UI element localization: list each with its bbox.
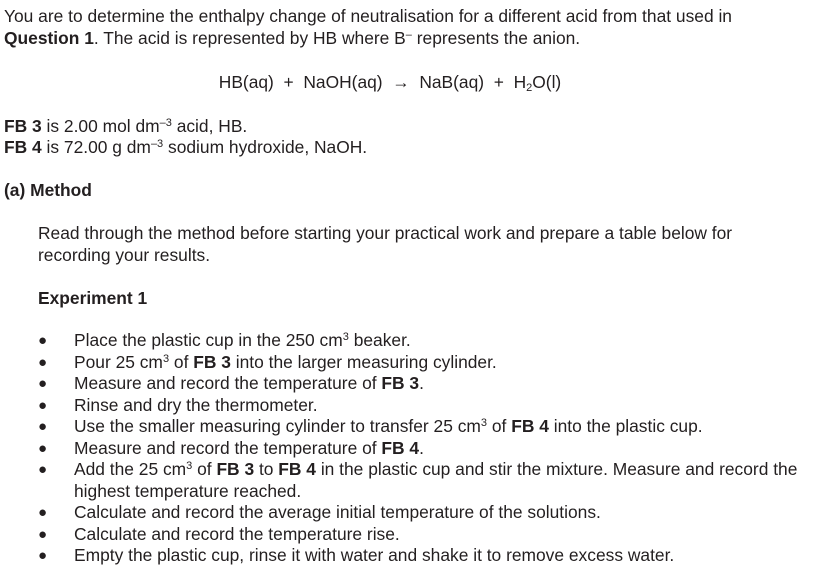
product-salt: NaB(aq) — [419, 72, 485, 92]
step-item: ● Pour 25 $cm^3$ of FB 3 into the larger measuring cylinder. — [38, 351, 497, 372]
step-item: ● Measure and record the temperature of FB 3. — [38, 373, 424, 393]
step-item: ● Calculate and record the average initial temperature of the solutions. — [38, 502, 601, 522]
intro-line-2: . The acid is represented by HB where B — [93, 27, 406, 48]
step-item: ● Rinse and dry the thermometer. — [38, 394, 318, 415]
intro-line-2-end: represents the anion. — [411, 27, 581, 48]
step-item: ● Place the plastic cup in the 250 $cm^3$ beaker. — [38, 330, 411, 350]
method-steps — [38, 330, 808, 567]
step-item: ● Add the 25 $cm^3$ of FB 3 to FB 4 in the plastic cup and stir the mixture. Measure and record the highest temperature reached. — [38, 459, 798, 501]
step-item: ● Calculate and record the temperature rise. — [38, 523, 400, 544]
bullet-icon: ● — [38, 439, 48, 457]
bullet-icon: ● — [38, 461, 48, 478]
read-through-instruction: Read through the method before starting your practical work and prepare a table below for recording your results. — [38, 223, 733, 265]
fb3-description: FB 3 is 2.00 mol $dm^{-3}$ acid, HB. — [4, 116, 248, 136]
intro-line-1: You are to determine the enthalpy change of neutralisation for a different acid from that used in — [4, 6, 732, 26]
experiment-1-heading: Experiment 1 — [38, 288, 148, 308]
step-item: ● Use the smaller measuring cylinder to transfer 25 $cm^3$ of FB 4 into the plastic cup. — [38, 416, 703, 436]
plus-sign-2: + — [484, 72, 514, 92]
step-item: ● Measure and record the temperature of FB 4. — [38, 437, 424, 458]
bullet-icon: ● — [38, 418, 48, 435]
bullet-icon: ● — [38, 547, 48, 564]
bullet-icon: ● — [38, 353, 48, 371]
product-water: $H_2O(l)$ — [513, 72, 562, 94]
bullet-icon: ● — [38, 375, 48, 392]
plus-sign: + — [273, 72, 304, 92]
reaction-equation — [0, 72, 780, 94]
bullet-icon: ● — [38, 396, 48, 414]
fb4-description: FB 4 is 72.00 g $dm^{-3}$ sodium hydroxide, NaOH. — [4, 137, 368, 157]
bullet-icon: ● — [38, 525, 48, 543]
anion-charge: – — [405, 28, 412, 41]
step-item: ● Empty the plastic cup, rinse it with water and shake it to remove excess water. — [38, 545, 675, 565]
bullet-icon: ● — [38, 332, 48, 349]
reaction-arrow: → — [382, 72, 420, 92]
fb3-label: FB 3 — [4, 116, 42, 136]
reactant-base: NaOH(aq) — [303, 72, 383, 92]
reactant-acid: HB(aq) — [218, 72, 274, 92]
section-a-heading: (a) Method — [4, 180, 92, 200]
intro-paragraph — [4, 6, 804, 49]
question-reference: Question 1 — [4, 27, 94, 48]
fb4-label: FB 4 — [4, 137, 42, 157]
bullet-icon: ● — [38, 504, 48, 521]
